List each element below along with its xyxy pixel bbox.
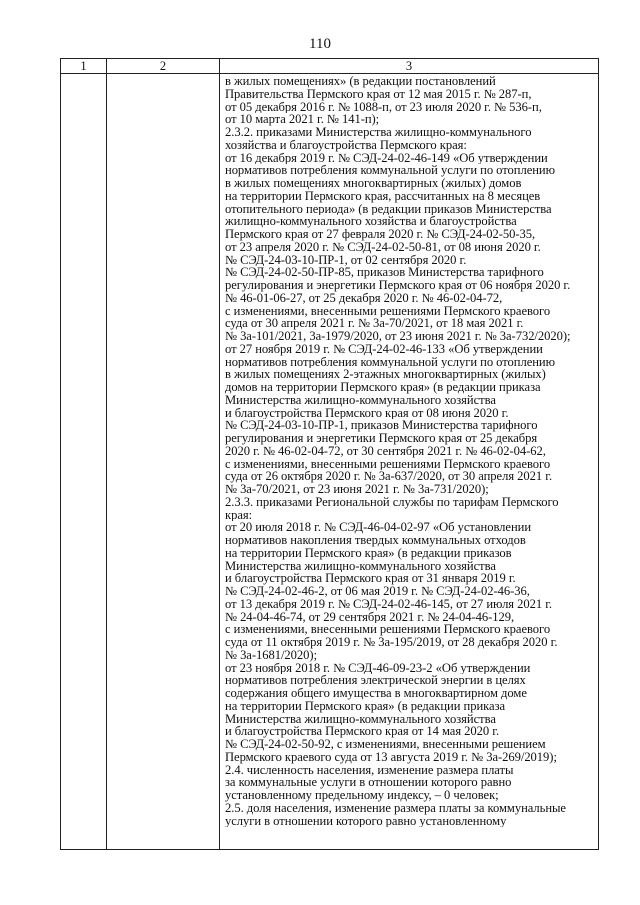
table-cell-col1	[61, 74, 107, 850]
text-line: домов на территории Пермского края» (в редакции приказа	[225, 381, 541, 394]
text-line: в жилых помещениях 2-этажных многоквартирных (жилых)	[225, 368, 546, 381]
document-table	[60, 58, 599, 850]
text-line: и благоустройства Пермского края от 08 июня 2020 г.	[225, 406, 509, 420]
text-line: жилищно-коммунального хозяйства и благоустройства	[225, 215, 517, 228]
text-line: Министерства жилищно-коммунального хозяйства	[225, 712, 496, 726]
text-line: и благоустройства Пермского края от 31 января 2019 г.	[225, 572, 516, 585]
text-line: в жилых помещениях многоквартирных (жилых) домов	[225, 177, 522, 190]
text-line: установленному предельному индексу, – 0 человек;	[225, 789, 499, 802]
text-line: на территории Пермского края, рассчитанных на 8 месяцев	[225, 189, 541, 203]
text-line: регулирования и энергетики Пермского края от 25 декабря	[225, 432, 538, 445]
text-line: края:	[225, 508, 253, 522]
text-line: за коммунальные услуги в отношении которого равно	[225, 776, 512, 789]
text-line: № СЭД-24-02-46-2, от 06 мая 2019 г. № СЭД-24-02-46-36,	[225, 585, 530, 598]
table-row	[61, 74, 599, 850]
table-header-row	[61, 59, 599, 74]
text-line: № СЭД-24-02-50-ПР-85, приказов Министерства тарифного	[225, 266, 544, 279]
text-line: от 23 ноября 2018 г. № СЭД-46-09-23-2 «Об утверждении	[225, 661, 531, 675]
text-line: суда от 26 октября 2020 г. № 3а-637/2020, от 30 апреля 2021 г.	[225, 470, 553, 483]
text-line: в жилых помещениях» (в редакции постановлений	[225, 75, 496, 88]
text-line: 2.4. численность населения, изменение размера платы	[225, 763, 514, 777]
text-line: от 16 декабря 2019 г. № СЭД-24-02-46-149 «Об утверждении	[225, 151, 548, 165]
text-line: отопительного периода» (в редакции приказов Министерства	[225, 202, 552, 216]
text-line: № 24-04-46-74, от 29 сентября 2021 г. № 24-04-46-129,	[225, 610, 515, 624]
text-line: Правительства Пермского края от 12 мая 2015 г. № 287-п,	[225, 87, 532, 101]
text-line: Министерства жилищно-коммунального хозяйства	[225, 393, 496, 407]
text-line: № СЭД-24-02-50-92, с изменениями, внесенными решением	[225, 738, 546, 751]
text-line: № 3а-70/2021, от 23 июня 2021 г. № 3а-731/2020);	[225, 483, 489, 496]
text-line: № СЭД-24-03-10-ПР-1, приказов Министерства тарифного	[225, 419, 538, 432]
text-line: регулирования и энергетики Пермского края от 06 ноября 2020 г.	[225, 279, 571, 292]
column-header-1: 1	[61, 59, 107, 74]
text-line: суда от 30 апреля 2021 г. № 3а-70/2021, от 18 мая 2021 г.	[225, 317, 524, 330]
text-line: Пермского края от 27 февраля 2020 г. № СЭД-24-02-50-35,	[225, 228, 536, 241]
text-line: нормативов потребления коммунальной услуги по отоплению	[225, 355, 555, 369]
text-line: Министерства жилищно-коммунального хозяйства	[225, 559, 496, 573]
text-line: Пермского краевого суда от 13 августа 2019 г. № 3а-269/2019);	[225, 750, 557, 764]
content-text	[225, 75, 598, 827]
text-line: № 3а-101/2021, 3а-1979/2020, от 23 июня 2021 г. № 3а-732/2020);	[225, 330, 571, 343]
text-line: содержания общего имущества в многоквартирном доме	[225, 687, 527, 700]
text-line: с изменениями, внесенными решениями Пермского краевого	[225, 304, 551, 318]
page-number: 110	[309, 36, 331, 52]
text-line: 2.3.3. приказами Региональной службы по тарифам Пермского	[225, 495, 559, 509]
text-line: на территории Пермского края» (в редакции приказов	[225, 546, 512, 560]
text-line: от 10 марта 2021 г. № 141-п);	[225, 113, 380, 126]
text-line: № СЭД-24-03-10-ПР-1, от 02 сентября 2020 г.	[225, 253, 467, 267]
text-line: нормативов потребления электрической энергии в целях	[225, 674, 526, 687]
text-line: от 23 апреля 2020 г. № СЭД-24-02-50-81, от 08 июня 2020 г.	[225, 240, 541, 254]
text-line: № 46-01-06-27, от 25 декабря 2020 г. № 46-02-04-72,	[225, 291, 503, 305]
column-header-2: 2	[107, 59, 220, 74]
text-line: и благоустройства Пермского края от 14 мая 2020 г.	[225, 725, 500, 738]
table-cell-content	[220, 74, 599, 850]
text-line: на территории Пермского края» (в редакции приказа	[225, 699, 506, 713]
text-line: нормативов накопления твердых коммунальных отходов	[225, 534, 526, 547]
text-line: от 05 декабря 2016 г. № 1088-п, от 23 июля 2020 г. № 536-п,	[225, 100, 542, 114]
text-line: услуги в отношении которого равно установленному	[225, 814, 507, 828]
text-line: нормативов потребления коммунальной услуги по отоплению	[225, 164, 555, 177]
table-cell-col2	[107, 74, 220, 850]
text-line: от 13 декабря 2019 г. № СЭД-24-02-46-145, от 27 июля 2021 г.	[225, 597, 553, 611]
text-line: суда от 11 октября 2019 г. № 3а-195/2019, от 28 декабря 2020 г.	[225, 636, 558, 649]
text-line: хозяйства и благоустройства Пермского края:	[225, 138, 467, 152]
text-line: с изменениями, внесенными решениями Пермского краевого	[225, 457, 551, 471]
text-line: 2020 г. № 46-02-04-72, от 30 сентября 2021 г. № 46-02-04-62,	[225, 444, 546, 458]
column-header-3: 3	[220, 59, 599, 74]
text-line: № 3а-1681/2020);	[225, 648, 318, 662]
text-line: от 20 июля 2018 г. № СЭД-46-04-02-97 «Об установлении	[225, 521, 532, 534]
text-line: 2.3.2. приказами Министерства жилищно-коммунального	[225, 126, 532, 139]
text-line: 2.5. доля населения, изменение размера платы за коммунальные	[225, 801, 566, 815]
text-line: с изменениями, внесенными решениями Пермского краевого	[225, 623, 551, 636]
text-line: от 27 ноября 2019 г. № СЭД-24-02-46-133 «Об утверждении	[225, 342, 543, 356]
